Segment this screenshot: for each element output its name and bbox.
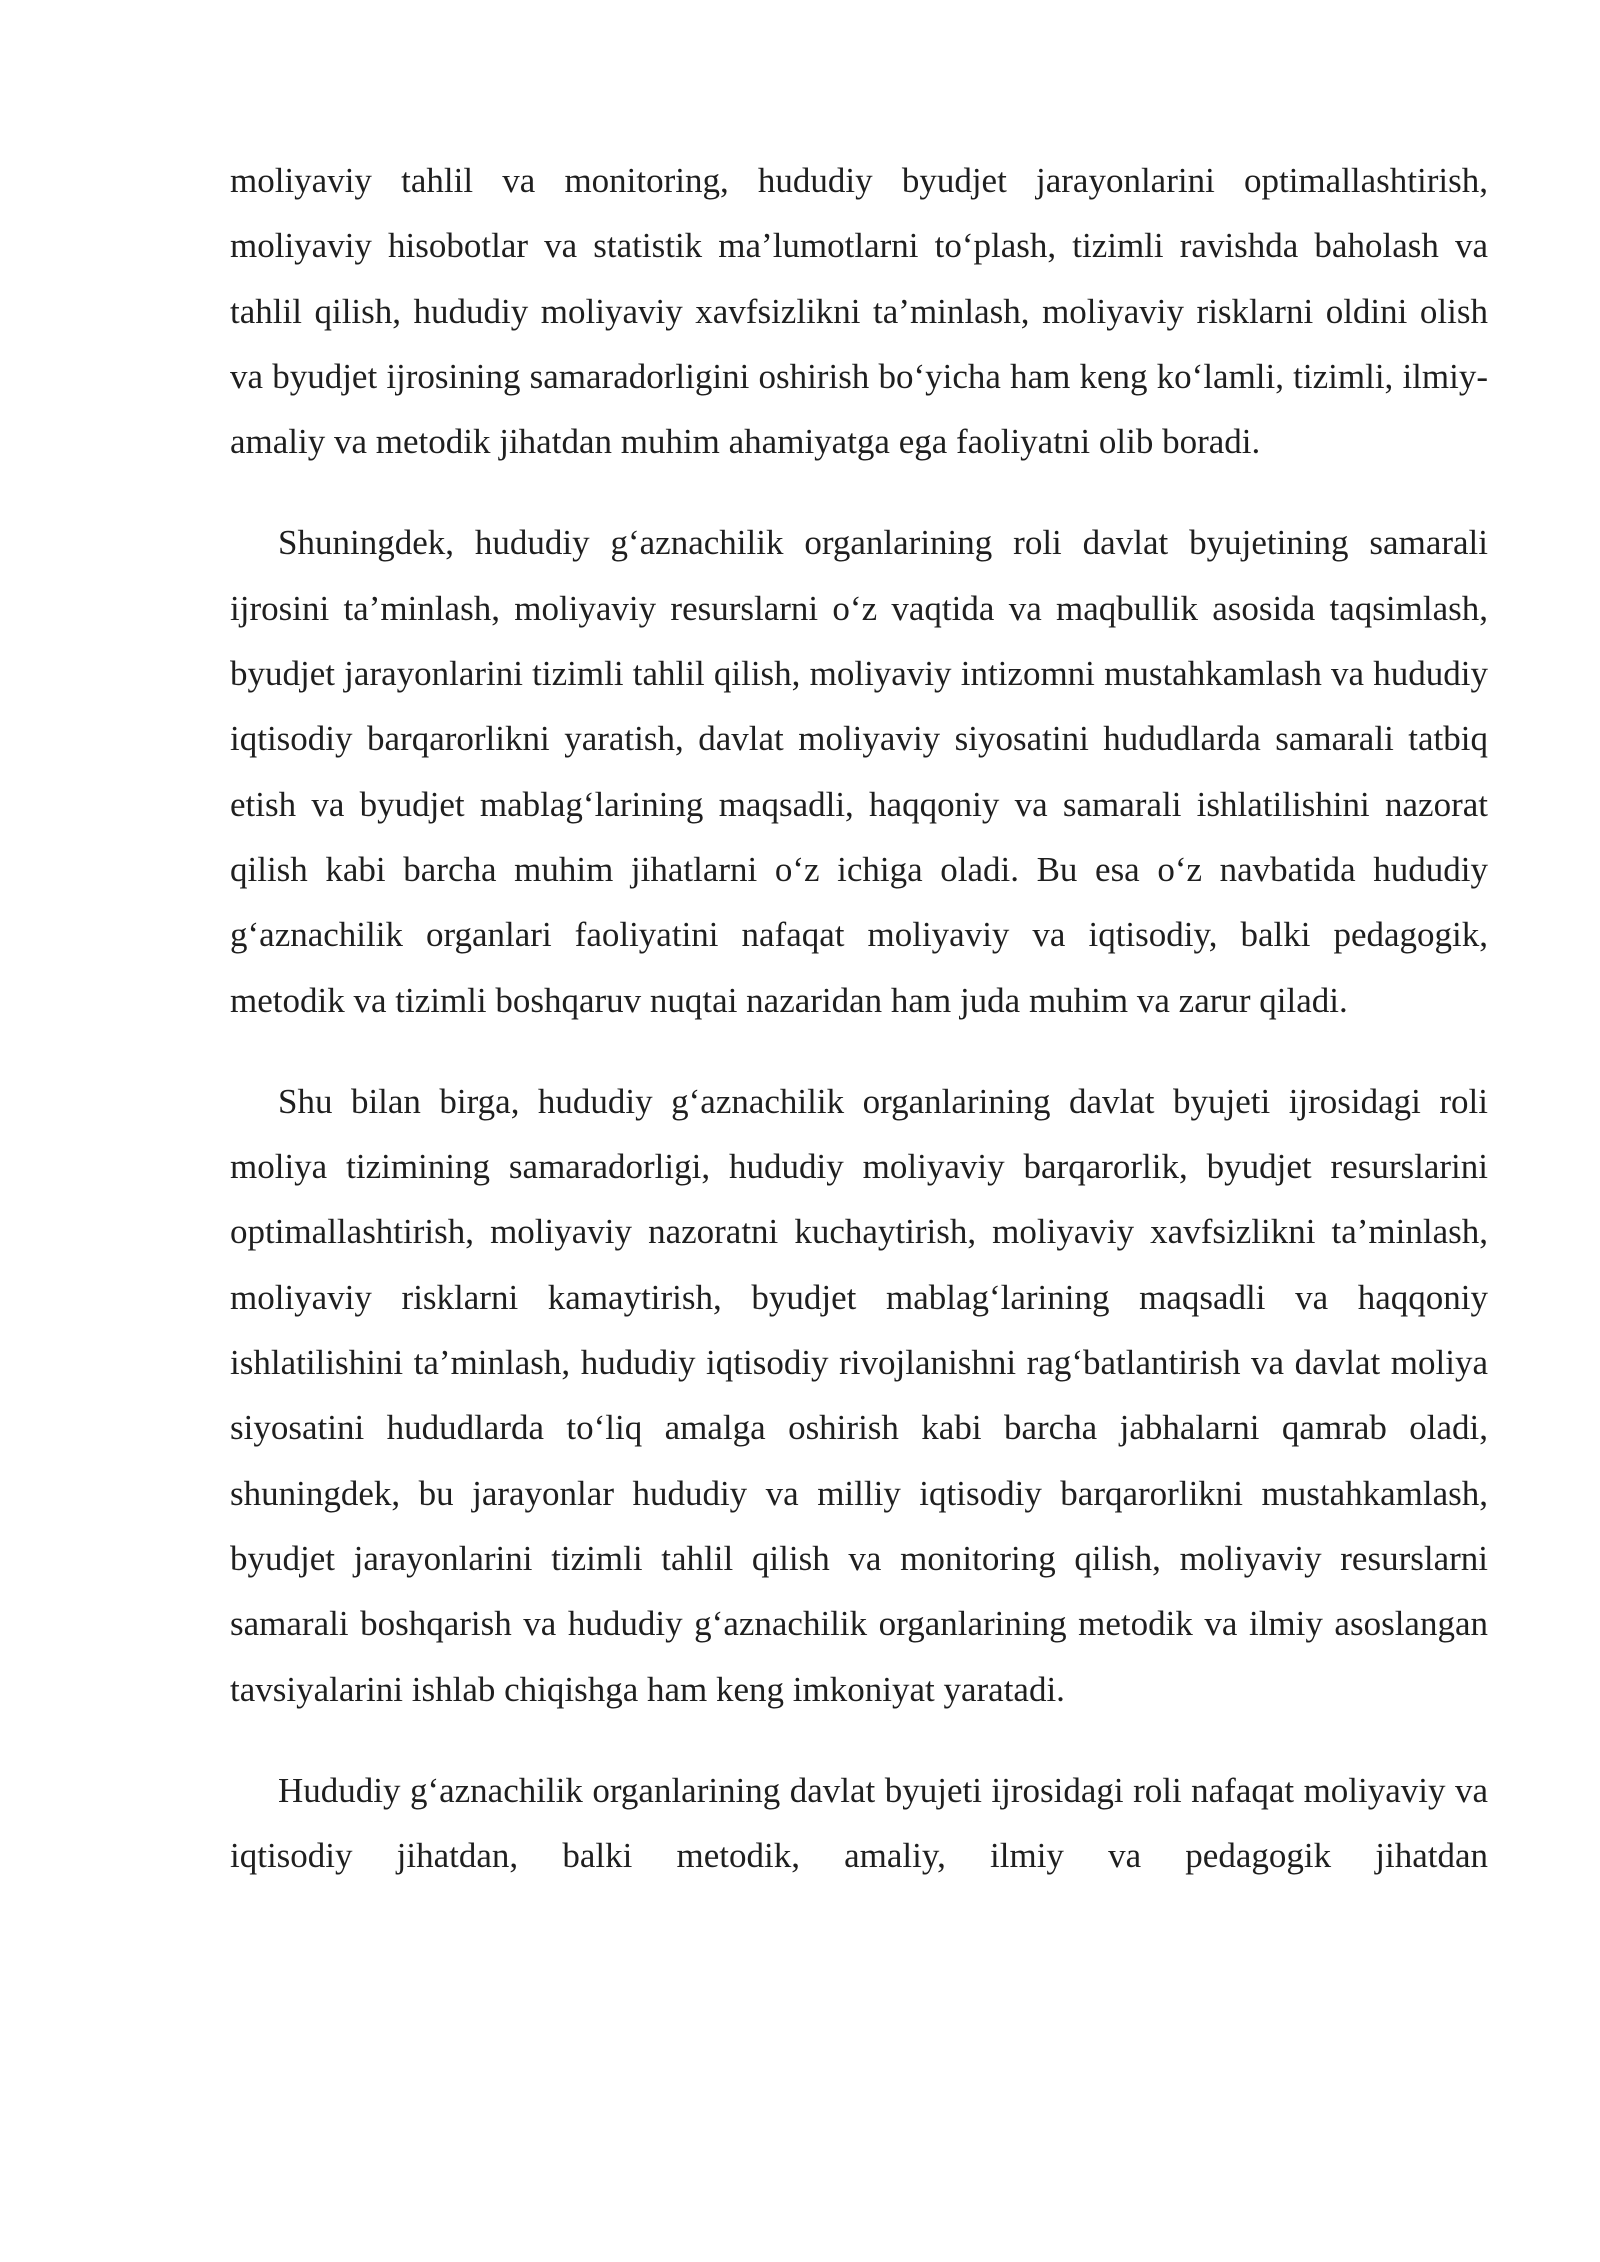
document-body <box>230 148 1488 1888</box>
paragraph-3: Shu bilan birga, hududiy g‘aznachilik organlarining davlat byujeti ijrosidagi roli moliya tizimining samaradorligi, hududiy moliyaviy barqarorlik, byudjet resurslarini optimallashtirish, moliyaviy nazoratni kuchaytirish, moliyaviy xavfsizlikni ta’minlash, moliyaviy risklarni kamaytirish, byudjet mablag‘larining maqsadli va haqqoniy ishlatilishini ta’minlash, hududiy iqtisodiy rivojlanishni rag‘batlantirish va davlat moliya siyosatini hududlarda to‘liq amalga oshirish kabi barcha jabhalarni qamrab oladi, shuningdek, bu jarayonlar hududiy va milliy iqtisodiy barqarorlikni mustahkamlash, byudjet jarayonlarini tizimli tahlil qilish va monitoring qilish, moliyaviy resurslarni samarali boshqarish va hududiy g‘aznachilik organlarining metodik va ilmiy asoslangan tavsiyalarini ishlab chiqishga ham keng imkoniyat yaratadi. <box>230 1081 1488 1709</box>
paragraph-4: Hududiy g‘aznachilik organlarining davlat byujeti ijrosidagi roli nafaqat moliyaviy va iqtisodiy jihatdan, balki metodik, amaliy, ilmiy va pedagogik jihatdan <box>230 1770 1488 1876</box>
paragraph-1: moliyaviy tahlil va monitoring, hududiy byudjet jarayonlarini optimallashtirish, moliyaviy hisobotlar va statistik ma’lumotlarni to‘plash, tizimli ravishda baholash va tahlil qilish, hududiy moliyaviy xavfsizlikni ta’minlash, moliyaviy risklarni oldini olish va byudjet ijrosining samaradorligini oshirish bo‘yicha ham keng ko‘lamli, tizimli, ilmiy-amaliy va metodik jihatdan muhim ahamiyatga ega faoliyatni olib boradi. <box>230 161 1488 462</box>
paragraph-2: Shuningdek, hududiy g‘aznachilik organlarining roli davlat byujetining samarali ijrosini ta’minlash, moliyaviy resurslarni o‘z vaqtida va maqbullik asosida taqsimlash, byudjet jarayonlarini tizimli tahlil qilish, moliyaviy intizomni mustahkamlash va hududiy iqtisodiy barqarorlikni yaratish, davlat moliyaviy siyosatini hududlarda samarali tatbiq etish va byudjet mablag‘larining maqsadli, haqqoniy va samarali ishlatilishini nazorat qilish kabi barcha muhim jihatlarni o‘z ichiga oladi. Bu esa o‘z navbatida hududiy g‘aznachilik organlari faoliyatini nafaqat moliyaviy va iqtisodiy, balki pedagogik, metodik va tizimli boshqaruv nuqtai nazaridan ham juda muhim va zarur qiladi. <box>230 523 1488 1020</box>
